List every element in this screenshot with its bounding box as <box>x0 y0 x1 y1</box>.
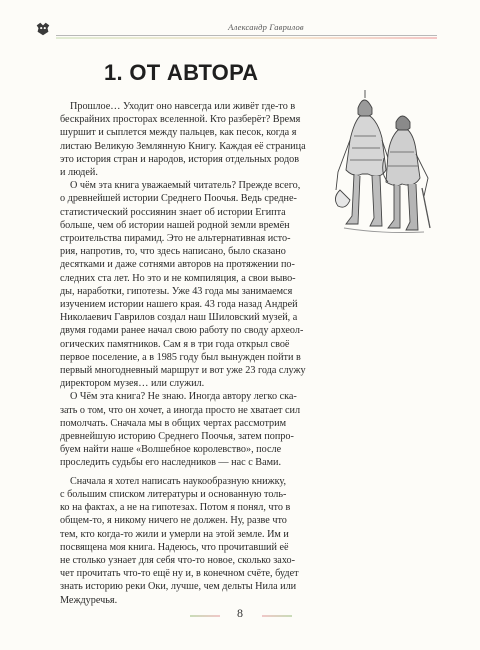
text-line: огических памятников. Сам я в три года открыл своё <box>60 338 290 350</box>
body-text <box>60 100 442 607</box>
footer-ornament-right <box>262 615 292 617</box>
text-line: помолчать. Сначала мы в общих чертах рассмотрим <box>60 417 287 429</box>
text-line: зать о том, что он хочет, а иногда просто не хватает сил <box>60 404 301 416</box>
page-number: 8 <box>237 606 243 620</box>
text-line: директором музея… или служил. <box>60 378 205 390</box>
text-line: это история стран и народов, история отдельных родов <box>60 153 300 165</box>
text-line: первое поселение, а в 1985 году был вынужден пойти в <box>60 351 301 363</box>
text-line: посвящена моя книга. Надеюсь, что прочитавший её <box>60 541 289 553</box>
text-line: Прошлое… Уходит оно навсегда или живёт где-то в <box>70 101 296 112</box>
header-rule <box>56 35 437 36</box>
text-line: шуршит и сыплется между пальцев, как песок, когда я <box>60 127 297 139</box>
text-line: изучением истории нашего края. 43 года назад Андрей <box>60 299 298 311</box>
text-line: буем найти наше «Волшебное королевство», после <box>60 444 282 456</box>
bird-emblem-icon <box>34 20 52 38</box>
text-line: О чём эта книга уважаемый читатель? Прежде всего, <box>70 180 301 192</box>
text-line: знать историю реки Оки, лучше, чем дельты Нила или <box>60 581 297 593</box>
text-line: Николаевич Гаврилов создал наш Шиловский музей, а <box>60 312 298 324</box>
running-head: Александр Гаврилов <box>228 22 304 32</box>
header-accent-line <box>56 37 437 39</box>
text-line: бескрайних просторах вселенной. Кто разберёт? Время <box>60 114 301 126</box>
footer-ornament-left <box>190 615 220 617</box>
text-line: строительства пирамид. Это не альтернативная исто- <box>60 233 291 245</box>
text-line: ды, наработки, гипотезы. Уже 43 года мы занимаемся <box>60 285 293 297</box>
text-line: тем, кто когда-то жили и умерли на этой земле. Им и <box>60 528 289 540</box>
chapter-title: 1. ОТ АВТОРА <box>104 60 259 85</box>
text-line: общем-то, я никому ничего не должен. Ну, разве что <box>60 515 287 527</box>
text-line: и людей. <box>60 167 98 179</box>
text-line: статистический россиянин знает об истории Египта <box>60 206 286 218</box>
text-line: о древнейшей истории Среднего Поочья. Ведь средне- <box>60 193 297 205</box>
text-line: ко на фактах, а не на гипотезах. Потом я понял, что в <box>60 502 291 514</box>
text-line: первый многодневный маршрут и вот уже 23 года служу <box>60 365 306 377</box>
text-line: листаю Великую Землянную Книгу. Каждая её страница <box>60 140 306 152</box>
text-line: десятками и даже сотнями авторов на протяжении по- <box>60 259 295 271</box>
text-line: рия, напротив, то, что здесь написано, было сказано <box>60 246 286 258</box>
text-line: двумя годами ранее начал свою работу по своду археол- <box>60 325 304 337</box>
text-line: проследить судьбы его наследников — нас с Вами. <box>60 457 282 469</box>
text-line: не столько узнает для себя что-то новое, сколько захо- <box>60 554 296 566</box>
text-line: больше, чем об истории нашей родной земли времён <box>60 219 290 231</box>
text-line: Сначала я хотел написать наукообразную книжку, <box>70 475 287 487</box>
text-line: древнейшую историю Среднего Поочья, затем попро- <box>60 431 294 443</box>
text-line: чет прочитать что-то ещё ну и, в конечном счёте, будет <box>60 568 299 580</box>
text-line: Междуречья. <box>60 594 118 606</box>
text-line: с большим списком литературы и основанную толь- <box>60 488 287 500</box>
text-line: следних ста лет. Но это и не компиляция, а свои выво- <box>60 272 296 284</box>
text-line: О Чём эта книга? Не знаю. Иногда автору легко ска- <box>70 391 297 403</box>
